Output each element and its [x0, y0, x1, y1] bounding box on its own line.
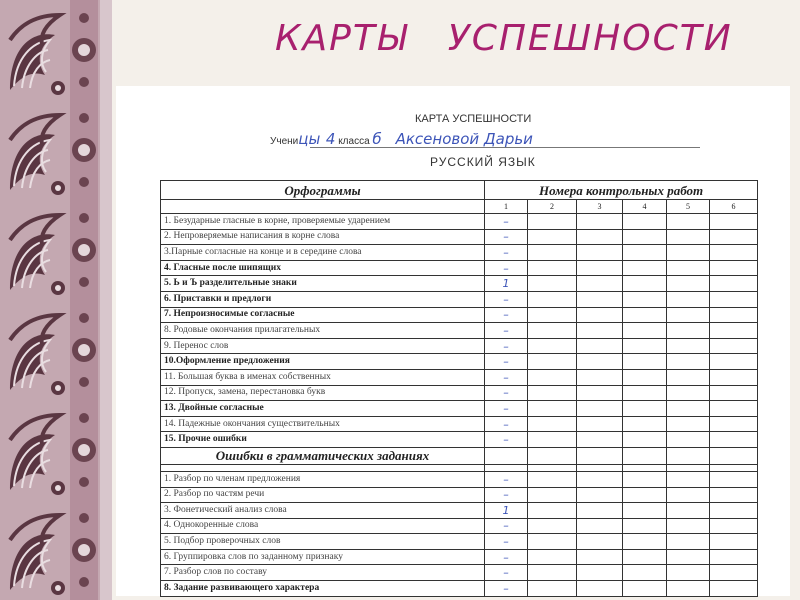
spelling-mark-work-2 [528, 214, 577, 230]
gap-cell [528, 464, 577, 471]
grammar-mark-work-3 [577, 503, 623, 519]
spelling-row [161, 416, 758, 432]
spelling-mark-work-5 [667, 323, 710, 339]
student-name: Аксеновой Дарьи [395, 130, 533, 148]
student-suffix-handwritten: цы [298, 130, 321, 148]
grammar-mark-work-6 [710, 471, 758, 487]
spelling-label: 5. Ь и Ъ разделительные знаки [161, 276, 485, 292]
grammar-mark-work-4 [623, 503, 667, 519]
spelling-mark-work-4 [623, 338, 667, 354]
card-title: КАРТА УСПЕШНОСТИ [415, 113, 532, 125]
grammar-mark-work-6 [710, 549, 758, 565]
grammar-mark-work-3 [577, 518, 623, 534]
spelling-mark-work-2 [528, 307, 577, 323]
grammar-mark-work-1: – [485, 581, 528, 597]
work-number-5: 5 [667, 200, 710, 214]
spelling-mark-work-4 [623, 323, 667, 339]
grammar-mark-work-3 [577, 565, 623, 581]
grammar-mark-work-1: – [485, 549, 528, 565]
grammar-label: 4. Однокоренные слова [161, 518, 485, 534]
grammar-section-header: Ошибки в грамматических заданиях [161, 447, 485, 464]
spelling-mark-work-4 [623, 245, 667, 261]
grammar-mark-work-1: – [485, 471, 528, 487]
spelling-row [161, 291, 758, 307]
grammar-mark-work-4 [623, 581, 667, 597]
spelling-mark-work-4 [623, 354, 667, 370]
grammar-mark-work-3 [577, 549, 623, 565]
grammar-mark-work-4 [623, 534, 667, 550]
gap-cell [161, 464, 485, 471]
spelling-mark-work-6 [710, 291, 758, 307]
spelling-mark-work-3 [577, 323, 623, 339]
spelling-mark-work-4 [623, 260, 667, 276]
spelling-mark-work-1: – [485, 307, 528, 323]
spelling-mark-work-3 [577, 338, 623, 354]
spelling-mark-work-5 [667, 338, 710, 354]
gap-cell [485, 464, 528, 471]
spelling-mark-work-3 [577, 416, 623, 432]
spelling-label: 10.Оформление предложения [161, 354, 485, 370]
grammar-mark-work-5 [667, 471, 710, 487]
grammar-mark-work-1: – [485, 518, 528, 534]
spelling-mark-work-6 [710, 432, 758, 448]
grammar-row [161, 581, 758, 597]
grammar-row [161, 565, 758, 581]
spelling-row [161, 432, 758, 448]
grade-letter: б [372, 130, 382, 148]
grammar-mark-work-6 [710, 581, 758, 597]
spelling-mark-work-5 [667, 229, 710, 245]
grammar-mark-work-6 [710, 487, 758, 503]
name-underline [310, 147, 700, 148]
spelling-mark-work-1: – [485, 416, 528, 432]
grammar-mark-work-2 [528, 549, 577, 565]
grammar-mark-work-5 [667, 503, 710, 519]
grammar-mark-work-4 [623, 565, 667, 581]
spelling-mark-work-5 [667, 307, 710, 323]
student-prefix: Учени [270, 136, 299, 147]
spelling-mark-work-6 [710, 260, 758, 276]
spelling-mark-work-6 [710, 323, 758, 339]
section-empty-cell [577, 447, 623, 464]
spelling-label: 6. Приставки и предлоги [161, 291, 485, 307]
ornamental-border [0, 0, 112, 600]
spelling-mark-work-5 [667, 416, 710, 432]
spelling-mark-work-1: – [485, 338, 528, 354]
spelling-mark-work-1: – [485, 432, 528, 448]
spelling-mark-work-3 [577, 401, 623, 417]
grammar-label: 1. Разбор по членам предложения [161, 471, 485, 487]
spelling-mark-work-5 [667, 432, 710, 448]
spelling-mark-work-2 [528, 369, 577, 385]
spelling-mark-work-4 [623, 307, 667, 323]
grammar-mark-work-2 [528, 518, 577, 534]
spelling-mark-work-3 [577, 229, 623, 245]
spelling-mark-work-4 [623, 432, 667, 448]
spelling-row [161, 276, 758, 292]
spelling-label: 8. Родовые окончания прилагательных [161, 323, 485, 339]
spelling-mark-work-3 [577, 432, 623, 448]
spelling-mark-work-6 [710, 369, 758, 385]
grammar-row [161, 487, 758, 503]
grammar-row [161, 549, 758, 565]
spelling-mark-work-6 [710, 354, 758, 370]
spelling-mark-work-1: – [485, 245, 528, 261]
spelling-mark-work-1: – [485, 323, 528, 339]
spelling-label: 12. Пропуск, замена, перестановка букв [161, 385, 485, 401]
gap-row [161, 464, 758, 471]
grammar-mark-work-2 [528, 487, 577, 503]
grammar-mark-work-3 [577, 581, 623, 597]
slide-title: КАРТЫ УСПЕШНОСТИ [275, 18, 733, 59]
spelling-mark-work-6 [710, 229, 758, 245]
spelling-label: 11. Большая буква в именах собственных [161, 369, 485, 385]
spelling-row [161, 260, 758, 276]
spelling-mark-work-1: – [485, 229, 528, 245]
spelling-mark-work-3 [577, 214, 623, 230]
spelling-label: 4. Гласные после шипящих [161, 260, 485, 276]
spelling-mark-work-2 [528, 385, 577, 401]
grammar-mark-work-2 [528, 565, 577, 581]
grammar-label: 6. Группировка слов по заданному признаку [161, 549, 485, 565]
work-number-2: 2 [528, 200, 577, 214]
grammar-mark-work-2 [528, 534, 577, 550]
grammar-mark-work-5 [667, 581, 710, 597]
spelling-mark-work-5 [667, 369, 710, 385]
col-header-spelling: Орфограммы [161, 181, 485, 200]
grade-number: 4 [325, 130, 336, 148]
spelling-mark-work-1: – [485, 214, 528, 230]
grammar-mark-work-1: 1 [485, 503, 528, 519]
grammar-mark-work-1: – [485, 487, 528, 503]
spelling-mark-work-2 [528, 291, 577, 307]
spelling-row [161, 307, 758, 323]
spelling-label: 2. Непроверяемые написания в корне слова [161, 229, 485, 245]
spelling-mark-work-5 [667, 385, 710, 401]
spelling-mark-work-1: – [485, 291, 528, 307]
spelling-mark-work-2 [528, 323, 577, 339]
spelling-row [161, 354, 758, 370]
spelling-mark-work-3 [577, 291, 623, 307]
spelling-mark-work-1: – [485, 369, 528, 385]
spelling-mark-work-2 [528, 354, 577, 370]
spelling-mark-work-4 [623, 229, 667, 245]
spelling-row [161, 323, 758, 339]
spelling-label: 14. Падежные окончания существительных [161, 416, 485, 432]
grammar-label: 5. Подбор проверочных слов [161, 534, 485, 550]
spelling-mark-work-6 [710, 385, 758, 401]
spelling-mark-work-6 [710, 214, 758, 230]
grammar-row [161, 471, 758, 487]
empty-cell [161, 200, 485, 214]
spelling-mark-work-3 [577, 369, 623, 385]
grammar-mark-work-4 [623, 471, 667, 487]
ornament-pattern-icon [0, 0, 112, 600]
gap-cell [577, 464, 623, 471]
grammar-mark-work-2 [528, 471, 577, 487]
spelling-label: 1. Безударные гласные в корне, проверяемые ударением [161, 214, 485, 230]
spelling-mark-work-5 [667, 401, 710, 417]
grammar-mark-work-3 [577, 471, 623, 487]
section-empty-cell [667, 447, 710, 464]
spelling-row [161, 245, 758, 261]
col-header-works: Номера контрольных работ [485, 181, 758, 200]
work-number-1: 1 [485, 200, 528, 214]
work-number-6: 6 [710, 200, 758, 214]
section-empty-cell [528, 447, 577, 464]
success-card-table [160, 180, 758, 597]
grammar-mark-work-5 [667, 565, 710, 581]
spelling-mark-work-4 [623, 385, 667, 401]
spelling-label: 3.Парные согласные на конце и в середине слова [161, 245, 485, 261]
spelling-mark-work-2 [528, 338, 577, 354]
grammar-mark-work-3 [577, 534, 623, 550]
spelling-mark-work-2 [528, 229, 577, 245]
spelling-mark-work-2 [528, 245, 577, 261]
grammar-row [161, 534, 758, 550]
spelling-label: 13. Двойные согласные [161, 401, 485, 417]
spelling-mark-work-5 [667, 276, 710, 292]
spelling-mark-work-5 [667, 214, 710, 230]
table-body [161, 200, 758, 597]
grammar-mark-work-4 [623, 487, 667, 503]
subject-label: РУССКИЙ ЯЗЫК [430, 155, 536, 169]
spelling-mark-work-5 [667, 260, 710, 276]
spelling-row [161, 338, 758, 354]
spelling-mark-work-6 [710, 338, 758, 354]
grade-label: класса [338, 136, 370, 147]
spelling-mark-work-5 [667, 291, 710, 307]
spelling-mark-work-2 [528, 276, 577, 292]
grammar-section-row [161, 447, 758, 464]
spelling-row [161, 369, 758, 385]
spelling-mark-work-1: – [485, 401, 528, 417]
spelling-mark-work-3 [577, 260, 623, 276]
section-empty-cell [485, 447, 528, 464]
spelling-mark-work-2 [528, 416, 577, 432]
grammar-mark-work-5 [667, 487, 710, 503]
grammar-mark-work-1: – [485, 565, 528, 581]
spelling-mark-work-6 [710, 276, 758, 292]
work-number-4: 4 [623, 200, 667, 214]
spelling-mark-work-3 [577, 276, 623, 292]
spelling-mark-work-3 [577, 354, 623, 370]
grammar-label: 3. Фонетический анализ слова [161, 503, 485, 519]
spelling-mark-work-4 [623, 416, 667, 432]
spelling-mark-work-5 [667, 354, 710, 370]
grammar-mark-work-3 [577, 487, 623, 503]
grammar-row [161, 518, 758, 534]
spelling-mark-work-1: – [485, 354, 528, 370]
spelling-mark-work-4 [623, 369, 667, 385]
spelling-mark-work-2 [528, 432, 577, 448]
grammar-row [161, 503, 758, 519]
spelling-mark-work-4 [623, 401, 667, 417]
grammar-label: 8. Задание развивающего характера [161, 581, 485, 597]
spelling-mark-work-6 [710, 416, 758, 432]
spelling-mark-work-1: 1 [485, 276, 528, 292]
work-number-3: 3 [577, 200, 623, 214]
section-empty-cell [710, 447, 758, 464]
spelling-mark-work-1: – [485, 385, 528, 401]
spelling-mark-work-3 [577, 307, 623, 323]
grammar-label: 2. Разбор по частям речи [161, 487, 485, 503]
spelling-row [161, 229, 758, 245]
gap-cell [710, 464, 758, 471]
spelling-row [161, 214, 758, 230]
grammar-label: 7. Разбор слов по составу [161, 565, 485, 581]
spelling-mark-work-1: – [485, 260, 528, 276]
spelling-mark-work-6 [710, 401, 758, 417]
grammar-mark-work-5 [667, 549, 710, 565]
gap-cell [623, 464, 667, 471]
spelling-label: 9. Перенос слов [161, 338, 485, 354]
grammar-mark-work-5 [667, 534, 710, 550]
spelling-row [161, 401, 758, 417]
spelling-label: 15. Прочие ошибки [161, 432, 485, 448]
grammar-mark-work-5 [667, 518, 710, 534]
spelling-mark-work-2 [528, 401, 577, 417]
section-empty-cell [623, 447, 667, 464]
work-numbers-row [161, 200, 758, 214]
grammar-mark-work-4 [623, 549, 667, 565]
spelling-mark-work-6 [710, 245, 758, 261]
gap-cell [667, 464, 710, 471]
grammar-mark-work-4 [623, 518, 667, 534]
spelling-mark-work-2 [528, 260, 577, 276]
spelling-mark-work-4 [623, 214, 667, 230]
spelling-mark-work-4 [623, 291, 667, 307]
grammar-mark-work-2 [528, 581, 577, 597]
spelling-mark-work-5 [667, 245, 710, 261]
spelling-mark-work-3 [577, 245, 623, 261]
spelling-row [161, 385, 758, 401]
grammar-mark-work-1: – [485, 534, 528, 550]
grammar-mark-work-6 [710, 518, 758, 534]
spelling-mark-work-3 [577, 385, 623, 401]
grammar-mark-work-6 [710, 565, 758, 581]
grammar-mark-work-2 [528, 503, 577, 519]
grammar-mark-work-6 [710, 503, 758, 519]
spelling-label: 7. Непроизносимые согласные [161, 307, 485, 323]
grammar-mark-work-6 [710, 534, 758, 550]
student-line [270, 130, 700, 148]
spelling-mark-work-6 [710, 307, 758, 323]
spelling-mark-work-4 [623, 276, 667, 292]
